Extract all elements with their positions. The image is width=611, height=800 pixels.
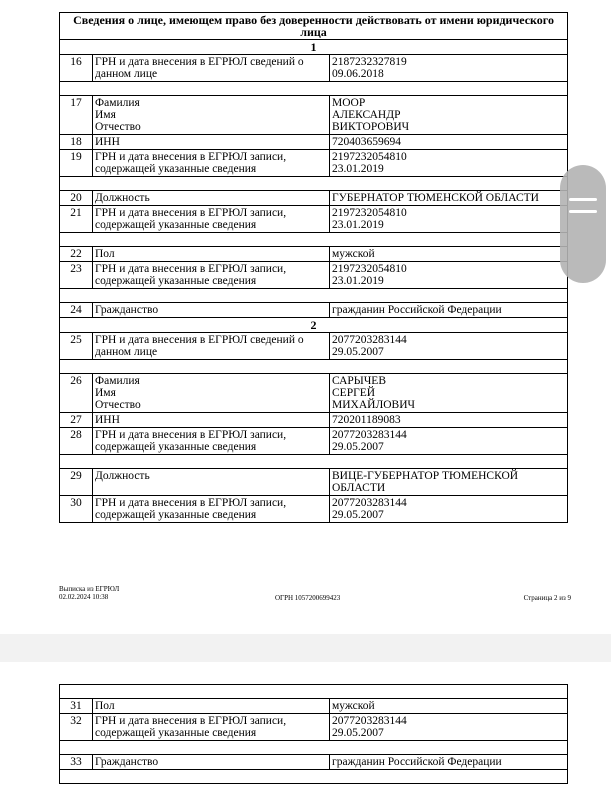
spacer-row	[60, 289, 568, 303]
cell-line: Должность	[95, 470, 150, 482]
handle-grip-icon	[569, 210, 597, 213]
footer-page-number: Страница 2 из 9	[523, 594, 571, 602]
field-label	[93, 714, 330, 741]
table-row	[60, 96, 568, 135]
field-label	[93, 247, 330, 262]
field-label	[93, 374, 330, 413]
cell-line: СЕРГЕЙ	[332, 387, 376, 399]
row-number: 19	[60, 150, 93, 177]
field-value	[330, 496, 568, 523]
table-row	[60, 206, 568, 233]
cell-line: Фамилия	[95, 375, 140, 387]
cell-line: Гражданство	[95, 756, 159, 768]
page-footer	[59, 584, 571, 604]
cell-line: ГРН и дата внесения в ЕГРЮЛ записи,	[95, 151, 287, 163]
cell-line: Имя	[95, 387, 116, 399]
field-label	[93, 135, 330, 150]
cell-line: 23.01.2019	[332, 163, 384, 175]
field-value	[330, 303, 568, 318]
field-label	[93, 191, 330, 206]
table-row	[60, 714, 568, 741]
cell-line: 2197232054810	[332, 263, 407, 275]
field-label	[93, 496, 330, 523]
cell-line: содержащей указанные сведения	[95, 219, 257, 231]
cell-line: данном лице	[95, 68, 158, 80]
footer-document-name: Выписка из ЕГРЮЛ	[59, 585, 120, 593]
row-number: 32	[60, 714, 93, 741]
field-value	[330, 413, 568, 428]
handle-grip-icon	[569, 198, 597, 201]
cell-line: ИНН	[95, 414, 120, 426]
cell-line: ИНН	[95, 136, 120, 148]
cell-line: содержащей указанные сведения	[95, 275, 257, 287]
cell-line: содержащей указанные сведения	[95, 727, 257, 739]
row-number: 20	[60, 191, 93, 206]
table-row	[60, 247, 568, 262]
cell-line: МИХАЙЛОВИЧ	[332, 399, 415, 411]
field-label	[93, 206, 330, 233]
table-row	[60, 135, 568, 150]
row-number: 23	[60, 262, 93, 289]
table-row	[60, 413, 568, 428]
field-value	[330, 755, 568, 770]
field-label	[93, 755, 330, 770]
cell-line: гражданин Российской Федерации	[332, 756, 502, 768]
section-header: Сведения о лице, имеющем право без доверенности действовать от имени юридического лица	[60, 13, 568, 40]
cell-line: ГРН и дата внесения в ЕГРЮЛ записи,	[95, 497, 287, 509]
section-number-row	[60, 318, 568, 333]
cell-line: ГУБЕРНАТОР ТЮМЕНСКОЙ ОБЛАСТИ	[332, 192, 539, 204]
field-value	[330, 469, 568, 496]
cell-line: Гражданство	[95, 304, 159, 316]
cell-line: гражданин Российской Федерации	[332, 304, 502, 316]
field-value	[330, 96, 568, 135]
table-row	[60, 150, 568, 177]
cell-line: 2187232327819	[332, 56, 407, 68]
table-row	[60, 469, 568, 496]
cell-line: ГРН и дата внесения в ЕГРЮЛ записи,	[95, 429, 287, 441]
row-number: 27	[60, 413, 93, 428]
footer-datetime: 02.02.2024 10:38	[59, 593, 109, 601]
cell-line: 2077203283144	[332, 715, 407, 727]
row-number: 33	[60, 755, 93, 770]
cell-line: Имя	[95, 109, 116, 121]
spacer-row	[60, 233, 568, 247]
table-row	[60, 374, 568, 413]
table-row	[60, 496, 568, 523]
cell-line: 29.05.2007	[332, 727, 384, 739]
section-number: 2	[60, 318, 568, 333]
table-row	[60, 191, 568, 206]
cell-line: ВИЦЕ-ГУБЕРНАТОР ТЮМЕНСКОЙ	[332, 470, 519, 482]
cell-line: АЛЕКСАНДР	[332, 109, 401, 121]
row-number: 30	[60, 496, 93, 523]
row-number: 24	[60, 303, 93, 318]
spacer-row	[60, 177, 568, 191]
cell-line: 29.05.2007	[332, 346, 384, 358]
cell-line: 23.01.2019	[332, 219, 384, 231]
cell-line: ГРН и дата внесения в ЕГРЮЛ записи,	[95, 263, 287, 275]
cell-line: ВИКТОРОВИЧ	[332, 121, 410, 133]
field-label	[93, 150, 330, 177]
row-number: 29	[60, 469, 93, 496]
cell-line: ГРН и дата внесения в ЕГРЮЛ сведений о	[95, 56, 304, 68]
cell-line: Пол	[95, 248, 115, 260]
field-value	[330, 150, 568, 177]
row-number: 22	[60, 247, 93, 262]
row-number: 16	[60, 55, 93, 82]
spacer-row	[60, 360, 568, 374]
cell-line: 2197232054810	[332, 151, 407, 163]
field-label	[93, 333, 330, 360]
cell-line: Фамилия	[95, 97, 140, 109]
egrul-table-page-3	[59, 684, 568, 784]
spacer-row	[60, 685, 568, 699]
section-number-row	[60, 40, 568, 55]
field-label	[93, 55, 330, 82]
field-label	[93, 469, 330, 496]
cell-line: 720201189083	[332, 414, 401, 426]
field-label	[93, 303, 330, 318]
row-number: 31	[60, 699, 93, 714]
cell-line: 2077203283144	[332, 429, 407, 441]
cell-line: Пол	[95, 700, 115, 712]
cell-line: МООР	[332, 97, 366, 109]
spacer-row	[60, 741, 568, 755]
table-row	[60, 55, 568, 82]
field-label	[93, 428, 330, 455]
cell-line: содержащей указанные сведения	[95, 441, 257, 453]
field-value	[330, 428, 568, 455]
row-number: 17	[60, 96, 93, 135]
table-row	[60, 303, 568, 318]
table-row	[60, 699, 568, 714]
cell-line: 2197232054810	[332, 207, 407, 219]
cell-line: 09.06.2018	[332, 68, 384, 80]
field-label	[93, 96, 330, 135]
cell-line: ОБЛАСТИ	[332, 482, 386, 494]
field-value	[330, 206, 568, 233]
table-row	[60, 428, 568, 455]
field-value	[330, 374, 568, 413]
field-value	[330, 191, 568, 206]
cell-line: Должность	[95, 192, 150, 204]
field-value	[330, 247, 568, 262]
table-row	[60, 755, 568, 770]
scroll-handle[interactable]	[560, 165, 606, 283]
cell-line: 29.05.2007	[332, 509, 384, 521]
footer-ogrn: ОГРН 1057200699423	[275, 594, 341, 602]
row-number: 21	[60, 206, 93, 233]
cell-line: содержащей указанные сведения	[95, 163, 257, 175]
row-number: 18	[60, 135, 93, 150]
table-row	[60, 333, 568, 360]
document-page-3	[0, 662, 611, 800]
cell-line: мужской	[332, 248, 375, 260]
egrul-table-page-2	[59, 12, 568, 523]
field-value	[330, 262, 568, 289]
cell-line: САРЫЧЕВ	[332, 375, 386, 387]
field-value	[330, 135, 568, 150]
table-row	[60, 262, 568, 289]
cell-line: мужской	[332, 700, 375, 712]
section-number: 1	[60, 40, 568, 55]
cell-line: 2077203283144	[332, 334, 407, 346]
cell-line: данном лице	[95, 346, 158, 358]
field-value	[330, 333, 568, 360]
field-label	[93, 262, 330, 289]
cell-line: 29.05.2007	[332, 441, 384, 453]
field-label	[93, 413, 330, 428]
cell-line: содержащей указанные сведения	[95, 509, 257, 521]
row-number: 25	[60, 333, 93, 360]
cell-line: 23.01.2019	[332, 275, 384, 287]
cell-line: ГРН и дата внесения в ЕГРЮЛ сведений о	[95, 334, 304, 346]
spacer-row	[60, 82, 568, 96]
cell-line: ГРН и дата внесения в ЕГРЮЛ записи,	[95, 207, 287, 219]
cell-line: ГРН и дата внесения в ЕГРЮЛ записи,	[95, 715, 287, 727]
spacer-row	[60, 455, 568, 469]
field-value	[330, 699, 568, 714]
cell-line: 720403659694	[332, 136, 401, 148]
field-value	[330, 55, 568, 82]
spacer-row	[60, 770, 568, 784]
cell-line: Отчество	[95, 121, 141, 133]
field-label	[93, 699, 330, 714]
cell-line: Отчество	[95, 399, 141, 411]
cell-line: 2077203283144	[332, 497, 407, 509]
field-value	[330, 714, 568, 741]
row-number: 28	[60, 428, 93, 455]
row-number: 26	[60, 374, 93, 413]
